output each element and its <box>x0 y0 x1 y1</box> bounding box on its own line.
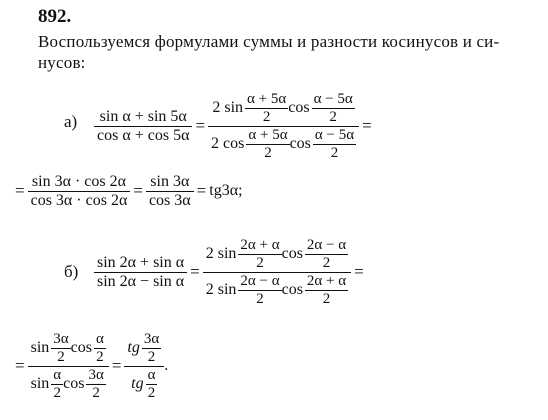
equals-sign: = <box>354 262 364 281</box>
fraction-denominator <box>128 367 160 402</box>
arg-numerator: α + 5α <box>247 90 287 107</box>
part-b-tangent-fraction <box>124 331 164 402</box>
part-b-half-angle-fraction <box>28 331 109 402</box>
arg-denominator: 2 <box>256 254 264 271</box>
arg-denominator: 2 <box>147 384 156 401</box>
part-a-equation-line1 <box>94 80 375 172</box>
func-2cos: 2 cos <box>211 135 245 152</box>
arg-fraction <box>86 367 105 402</box>
arg-fraction <box>305 237 348 272</box>
arg-numerator: α + 5α <box>248 126 288 143</box>
func-cos: cos <box>63 375 85 392</box>
equals-sign: = <box>195 116 206 135</box>
part-b-label: б) <box>64 262 79 281</box>
part-a-lhs-denominator: cos α + cos 5α <box>97 126 190 144</box>
arg-denominator: 2 <box>329 108 337 125</box>
arg-fraction <box>312 91 355 126</box>
arg-denominator: 2 <box>330 144 339 161</box>
arg-fraction <box>238 273 281 308</box>
arg-numerator: α − 5α <box>313 90 353 107</box>
func-tg: tg <box>127 339 140 356</box>
arg-fraction <box>313 127 356 162</box>
part-a-denominator <box>208 127 359 162</box>
part-a-sum-to-product-fraction <box>208 91 359 162</box>
part-b-denominator <box>203 273 351 308</box>
part-a-equation-line2 <box>12 168 243 214</box>
equals-sign: = <box>15 356 25 375</box>
part-a-numerator <box>209 91 357 126</box>
equals-sign: = <box>133 181 143 200</box>
equals-sign: = <box>15 181 25 200</box>
arg-numerator: 3α <box>143 330 160 347</box>
arg-numerator: 3α <box>88 366 104 383</box>
period: . <box>164 357 169 374</box>
part-b-lhs-denominator: sin 2α − sin α <box>97 272 185 290</box>
arg-fraction <box>146 367 158 402</box>
arg-denominator: 2 <box>264 144 272 161</box>
arg-fraction <box>238 237 281 272</box>
arg-denominator: 2 <box>57 348 65 365</box>
arg-fraction <box>246 127 289 162</box>
arg-fraction <box>51 331 70 366</box>
arg-denominator: 2 <box>262 108 271 125</box>
part-b-sum-to-product-fraction <box>203 237 351 308</box>
func-sin: sin <box>30 375 50 392</box>
part-b-lhs-fraction <box>94 254 187 291</box>
equals-sign: = <box>362 116 372 135</box>
func-cos: cos <box>289 135 311 152</box>
fraction-numerator <box>28 331 109 366</box>
arg-fraction <box>305 273 348 308</box>
arg-fraction <box>51 367 63 402</box>
part-b-equation-line2 <box>12 318 168 414</box>
part-a-label: а) <box>64 112 78 131</box>
arg-numerator: α − 5α <box>314 126 355 143</box>
func-cos: cos <box>288 99 310 116</box>
func-cos: cos <box>281 245 303 262</box>
arg-fraction <box>142 331 161 366</box>
intro-text-line2: нусов: <box>38 53 86 72</box>
intro-text-line1: Воспользуемся формулами суммы и разности косинусов и си- <box>38 32 500 51</box>
part-b-numerator <box>203 237 351 272</box>
arg-denominator: 2 <box>256 290 264 307</box>
part-a-lhs-numerator: sin α + sin 5α <box>99 107 187 125</box>
fraction-denominator <box>28 367 109 402</box>
fraction-denominator: cos 3α <box>148 191 191 209</box>
arg-numerator: 2α − α <box>240 272 280 289</box>
equals-sign: = <box>196 181 207 200</box>
arg-numerator: α <box>95 330 104 347</box>
part-a-simplified-fraction <box>146 173 194 210</box>
arg-numerator: α <box>147 366 156 383</box>
arg-fraction <box>245 91 288 126</box>
problem-number: 892. <box>38 6 72 27</box>
func-2sin: 2 sin <box>205 281 237 298</box>
func-2sin: 2 sin <box>212 99 244 116</box>
equals-sign: = <box>111 356 122 375</box>
part-a-lhs-fraction <box>94 108 192 145</box>
equals-sign: = <box>190 262 200 281</box>
func-sin: sin <box>30 339 50 356</box>
arg-numerator: α <box>53 366 62 383</box>
part-a-result: tg3α; <box>209 182 243 199</box>
arg-numerator: 2α − α <box>306 236 347 253</box>
part-a-product-fraction <box>28 173 131 210</box>
part-b-lhs-numerator: sin 2α + sin α <box>97 253 185 271</box>
fraction-denominator: cos 3α · cos 2α <box>30 191 128 209</box>
arg-denominator: 2 <box>322 254 331 271</box>
arg-denominator: 2 <box>53 384 61 401</box>
fraction-numerator: sin 3α · cos 2α <box>31 172 127 190</box>
arg-numerator: 2α + α <box>240 236 280 253</box>
fraction-numerator: sin 3α <box>150 172 190 190</box>
arg-numerator: 3α <box>53 330 69 347</box>
arg-fraction <box>94 331 106 366</box>
part-b-equation-line1 <box>94 226 367 318</box>
arg-denominator: 2 <box>322 290 331 307</box>
arg-denominator: 2 <box>92 384 100 401</box>
fraction-numerator <box>124 331 164 366</box>
func-cos: cos <box>70 339 92 356</box>
arg-numerator: 2α + α <box>306 272 347 289</box>
func-tg: tg <box>131 375 144 392</box>
func-cos: cos <box>281 281 303 298</box>
func-2sin: 2 sin <box>205 245 237 262</box>
arg-denominator: 2 <box>147 348 156 365</box>
arg-denominator: 2 <box>96 348 104 365</box>
